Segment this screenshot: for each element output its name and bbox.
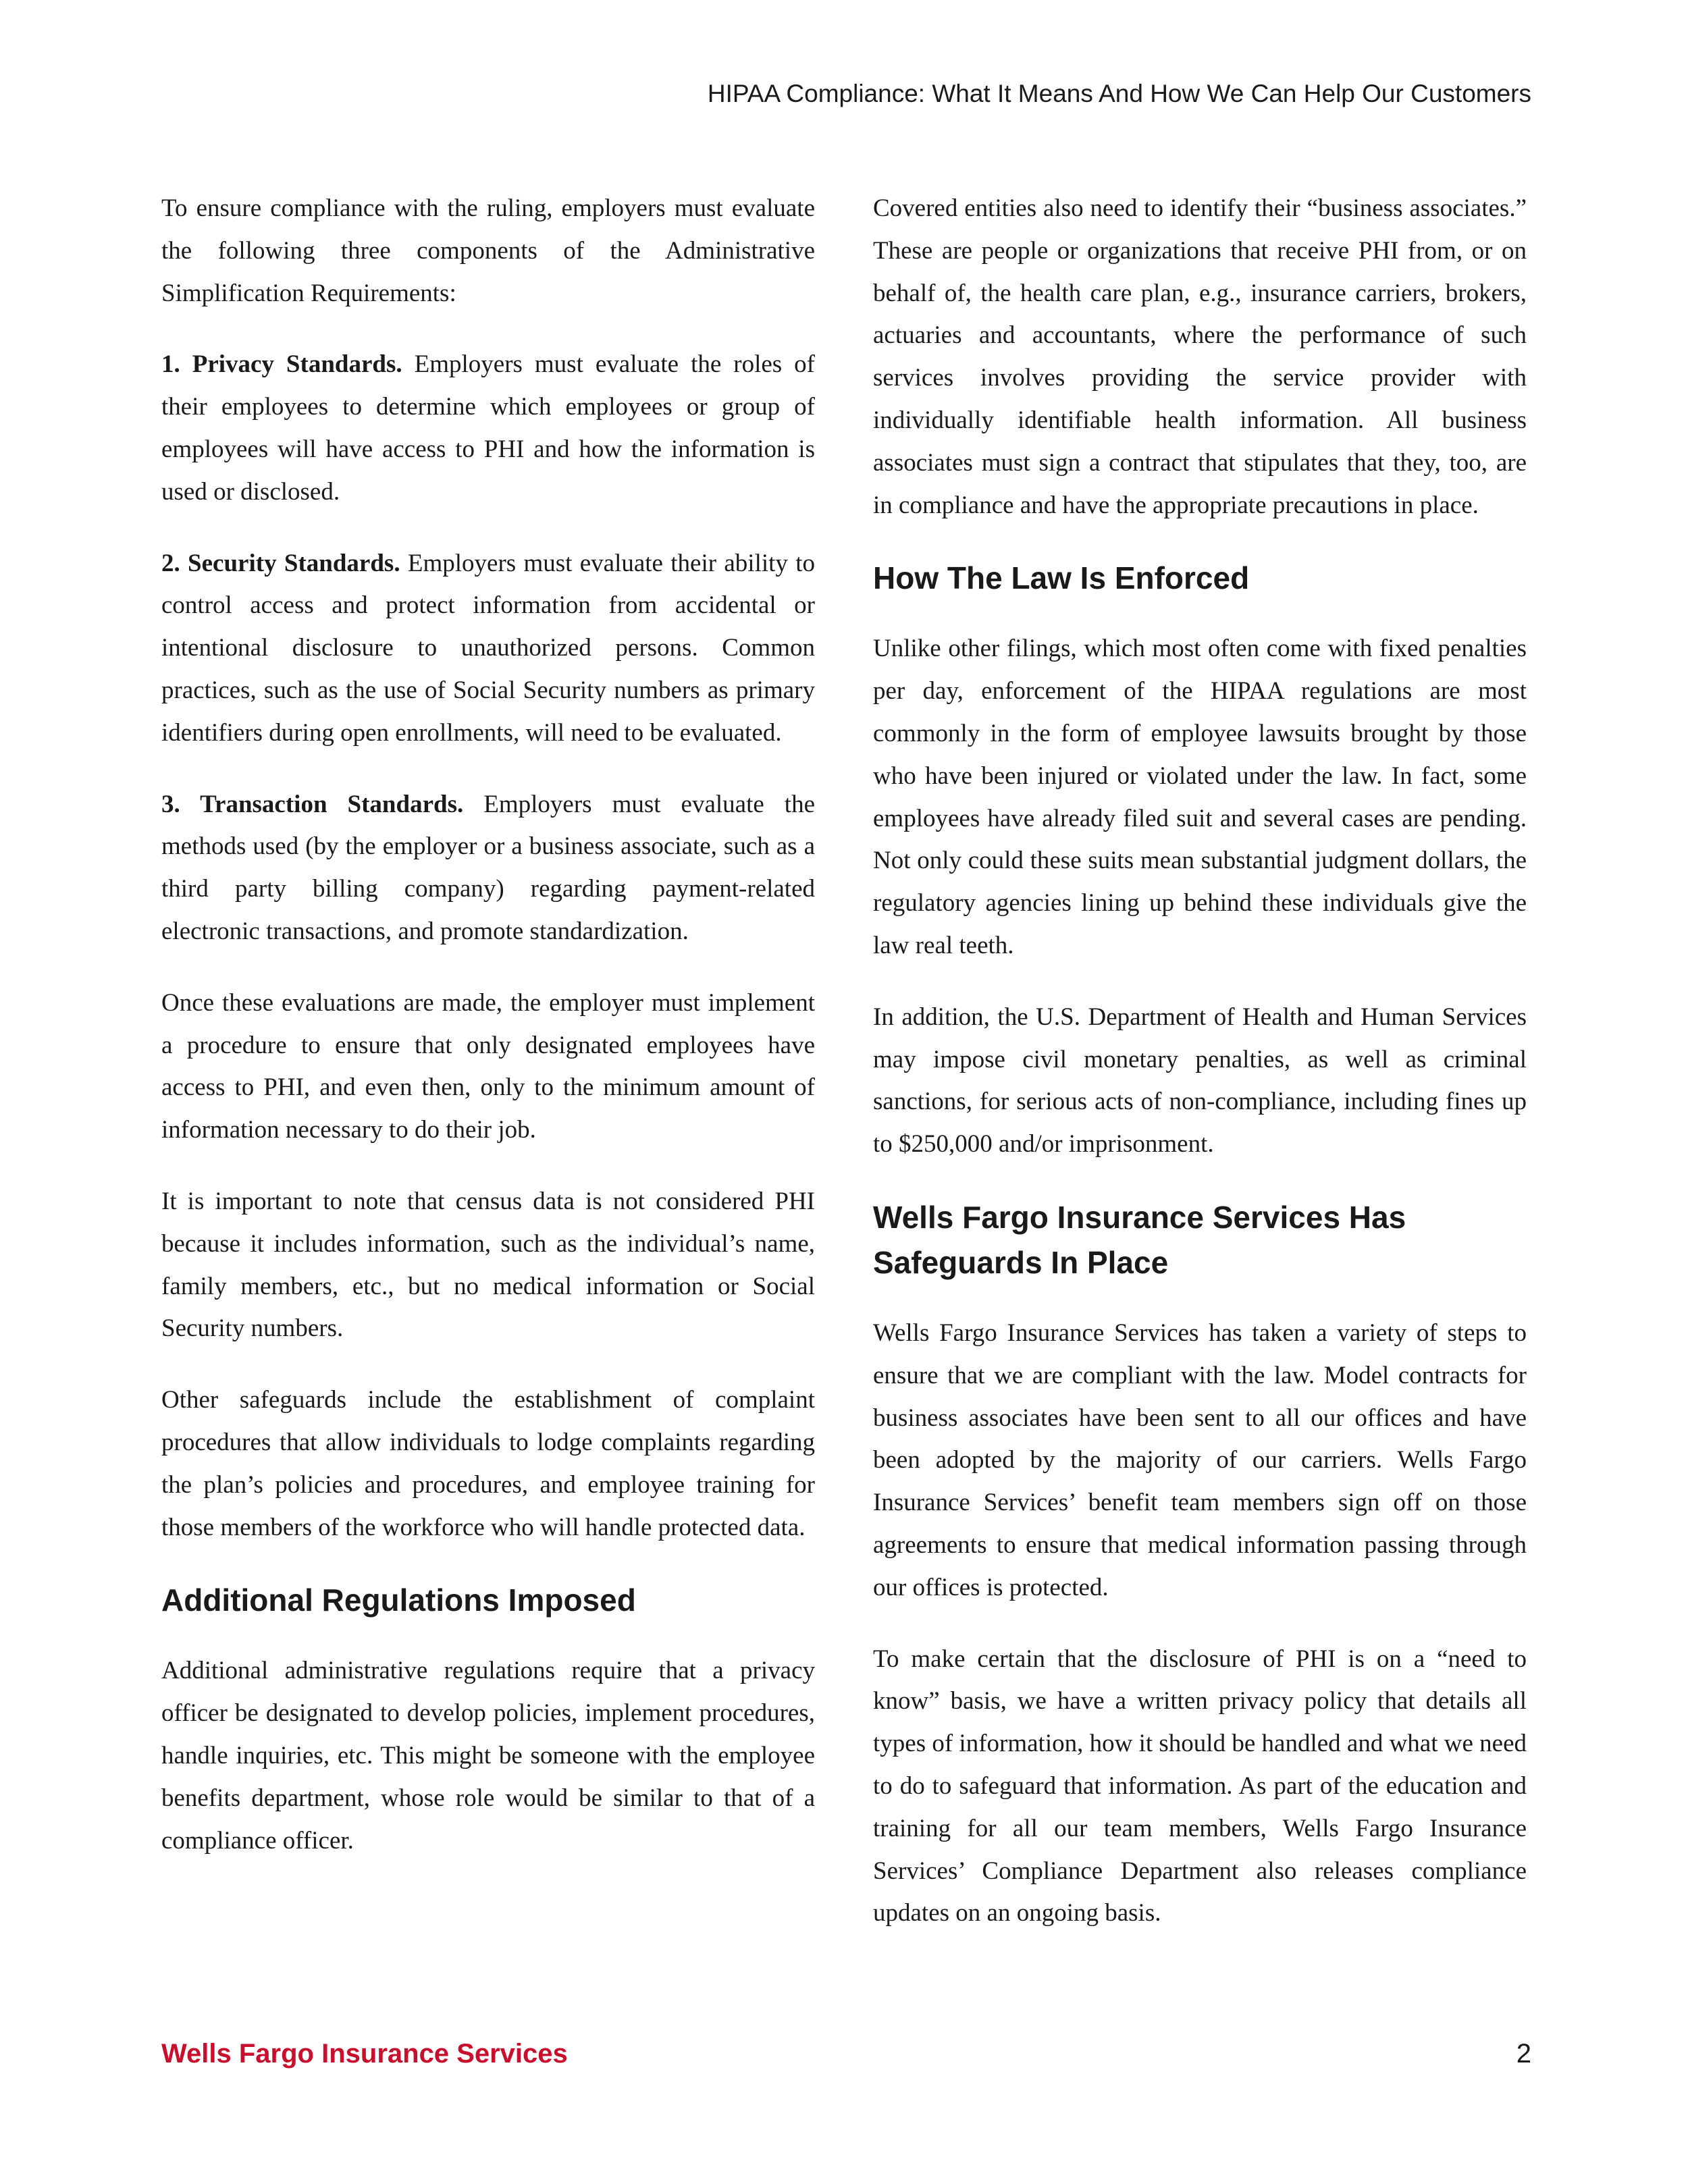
business-associates-paragraph: Covered entities also need to identify their “business associates.” These are people or organizations that receive PHI from, or on behalf of, the health care plan, e.g., insurance carriers, brokers, actuaries and accountants, where the performance of such services involves providing the service provider with individually identifiable health information. All business associates must sign a contract that stipulates that they, too, are in compliance and have the appropriate precautions in place.: [873, 194, 1527, 519]
privacy-standards-text: Employers must evaluate the roles of their employees to determine which employees or group of employees will have access to PHI and how the information is used or disclosed.: [161, 350, 815, 506]
intro-paragraph: To ensure compliance with the ruling, employers must evaluate the following three components of the Administrative Simplification Requirements:: [161, 194, 815, 307]
page-header-title: HIPAA Compliance: What It Means And How We Can Help Our Customers: [707, 80, 1531, 107]
safeguards-paragraph: Other safeguards include the establishment of complaint procedures that allow individuals to lodge complaints regarding the plan’s policies and procedures, and employee training for those members of the workforce who will handle protected data.: [161, 1386, 815, 1541]
law-enforced-paragraph: Unlike other filings, which most often come with fixed penalties per day, enforcement of the HIPAA regulations are most commonly in the form of employee lawsuits brought by those who have been injured or violated under the law. In fact, some employees have already filed suit and several cases are pending. Not only could these suits mean substantial judgment dollars, the regulatory agencies lining up behind these individuals give the law real teeth.: [873, 635, 1527, 959]
footer-brand: Wells Fargo Insurance Services: [161, 2039, 568, 2069]
hhs-penalties-paragraph: In addition, the U.S. Department of Health and Human Services may impose civil monetary penalties, as well as criminal sanctions, for serious acts of non-compliance, including fines up to $250,000 and/or imprisonment.: [873, 1003, 1527, 1158]
need-to-know-paragraph: To make certain that the disclosure of PHI is on a “need to know” basis, we have a written privacy policy that details all types of information, how it should be handled and what we need to do to safeguard that information. As part of the education and training for all our team members, Wells Fargo Insurance Services’ Compliance Department also releases compliance updates on an ongoing basis.: [873, 1645, 1527, 1927]
security-standards-lead: 2. Security Standards.: [161, 549, 400, 577]
privacy-standards-lead: 1. Privacy Standards.: [161, 350, 402, 379]
additional-regulations-heading: Additional Regulations Imposed: [161, 1582, 636, 1618]
transaction-standards-lead: 3. Transaction Standards.: [161, 790, 464, 818]
transaction-standards-paragraph: [161, 784, 815, 953]
security-standards-paragraph: [161, 543, 815, 755]
wells-fargo-safeguards-heading: Wells Fargo Insurance Services Has Safeguards In Place: [873, 1199, 1406, 1280]
security-standards-text: Employers must evaluate their ability to control access and protect information from accidental or intentional disclosure to unauthorized persons. Common practices, such as the use of Social Security numbers as primary identifiers during open enrollments, will need to be evaluated.: [161, 549, 815, 747]
law-enforced-heading: How The Law Is Enforced: [873, 560, 1250, 596]
page-number: 2: [1516, 2039, 1531, 2069]
transaction-standards-text: Employers must evaluate the methods used (by the employer or a business associate, such as a third party billing company) regarding payment-related electronic transactions, and promote standardization.: [161, 790, 816, 945]
left-column: [161, 188, 815, 1891]
evaluations-paragraph: Once these evaluations are made, the employer must implement a procedure to ensure that only designated employees have access to PHI, and even then, only to the minimum amount of information necessary to do their job.: [161, 988, 815, 1144]
census-paragraph: It is important to note that census data is not considered PHI because it includes information, such as the individual’s name, family members, etc., but no medical information or Social Security numbers.: [161, 1187, 815, 1343]
wells-fargo-safeguards-paragraph: Wells Fargo Insurance Services has taken a variety of steps to ensure that we are compliant with the law. Model contracts for business associates have been sent to all our offices and have been adopted by the majority of our carriers. Wells Fargo Insurance Services’ benefit team members sign off on those agreements to ensure that medical information passing through our offices is protected.: [873, 1319, 1527, 1601]
additional-regulations-paragraph: Additional administrative regulations require that a privacy officer be designated to develop policies, implement procedures, handle inquiries, etc. This might be someone with the employee benefits department, whose role would be similar to that of a compliance officer.: [161, 1657, 815, 1855]
right-column: [873, 188, 1527, 1964]
privacy-standards-paragraph: [161, 344, 815, 513]
